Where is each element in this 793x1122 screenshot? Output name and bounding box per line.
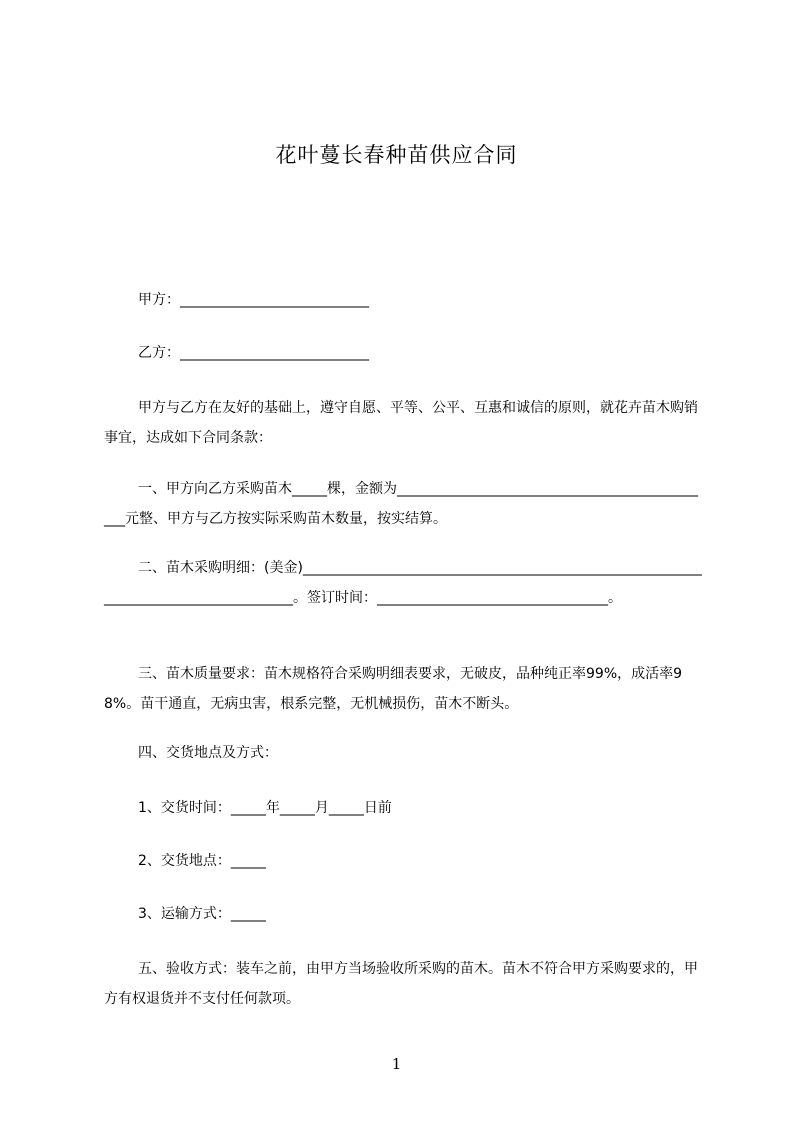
clause-1: 一、甲方向乙方采购苗木_____棵，金额为______________________________________________元整、甲方与乙方按实际采购苗木数量，按实结算。 — [104, 481, 698, 527]
clause-4: 四、交货地点及方式： — [138, 745, 278, 761]
document-title: 花叶蔓长春种苗供应合同 — [275, 143, 518, 167]
page-number: 1 — [391, 1055, 402, 1073]
clause-4-delivery-time: 1、交货时间：_____年_____月_____日前 — [138, 800, 392, 816]
clause-4-delivery-place: 2、交货地点：_____ — [138, 853, 266, 869]
party-b-line: 乙方：___________________________ — [138, 345, 369, 361]
clause-4-transport-method: 3、运输方式：_____ — [138, 906, 266, 922]
clause-5: 五、验收方式：装车之前，由甲方当场验收所采购的苗木。苗木不符合甲方采购要求的，甲方有权退货并不支付任何款项。 — [104, 961, 698, 1007]
clause-2: 二、苗木采购明细：(美金)____________________________________________________________________________________。签订时间：_________________________________。 — [104, 560, 702, 606]
intro-paragraph: 甲方与乙方在友好的基础上，遵守自愿、平等、公平、互惠和诚信的原则，就花卉苗木购销事宜，达成如下合同条款： — [104, 400, 698, 446]
party-a-line: 甲方：___________________________ — [138, 292, 369, 308]
clause-3: 三、苗木质量要求：苗木规格符合采购明细表要求，无破皮，品种纯正率99%，成活率98%。苗干通直，无病虫害，根系完整，无机械损伤，苗木不断头。 — [104, 666, 683, 712]
